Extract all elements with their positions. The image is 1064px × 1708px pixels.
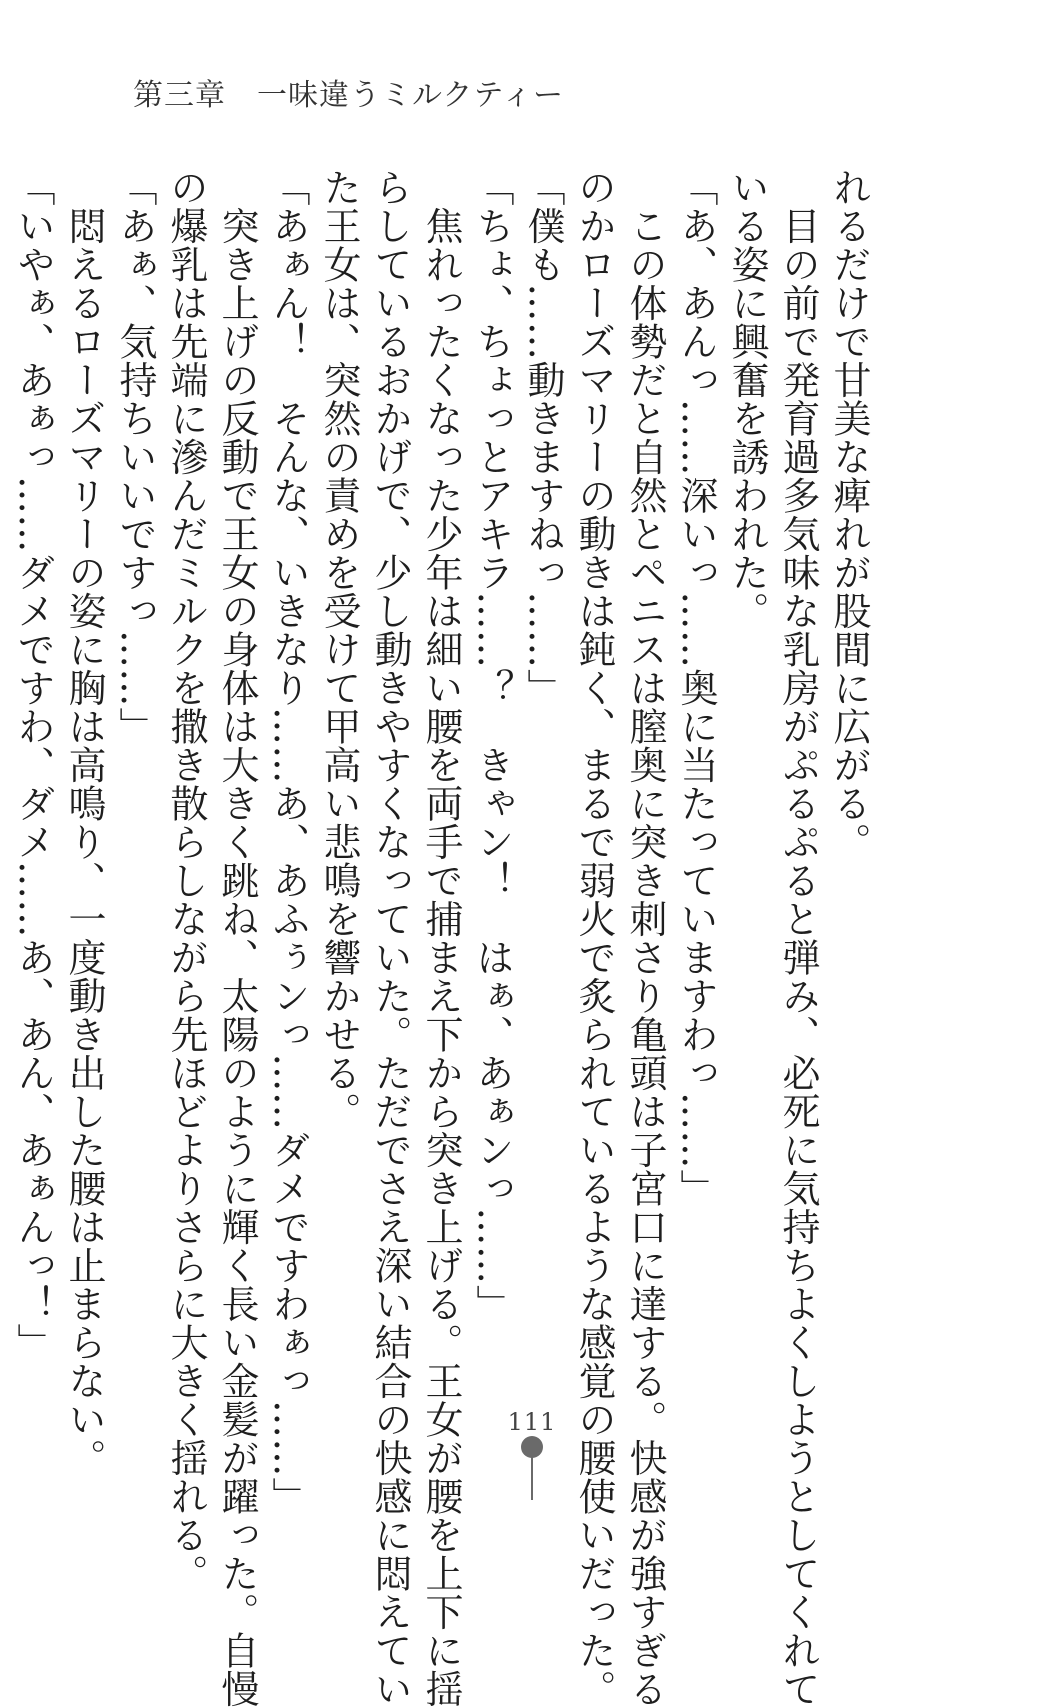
text-line: 「あ、あんっ……深いっ……奥に当たっていますわっ……」 (674, 168, 718, 1208)
text-line: 「ちょ、ちょっとアキラ……？ きゃン！ はぁ、あぁンっ……」 (470, 168, 514, 1323)
text-line: 突き上げの反動で王女の身体は大きく跳ね、太陽のように輝く長い金髪が躍った。自慢 (215, 168, 259, 1708)
text-line: らしているおかげで、少し動きやすくなっていた。ただでさえ深い結合の快感に悶えてい (368, 168, 412, 1708)
text-line: 「あぁん！ そんな、いきなり……あ、あふぅンっ……ダメですわぁっ……」 (266, 168, 310, 1516)
text-line: いる姿に興奮を誘われた。 (725, 168, 769, 630)
text-line: れるだけで甘美な痺れが股間に広がる。 (827, 168, 871, 861)
text-line: 悶えるローズマリーの姿に胸は高鳴り、一度動き出した腰は止まらない。 (62, 168, 106, 1477)
text-line: 目の前で発育過多気味な乳房がぷるぷると弾み、必死に気持ちよくしようとしてくれて (776, 168, 820, 1708)
running-head: 第三章 一味違うミルクティー (133, 78, 564, 113)
text-line: 「いやぁ、あぁっ……ダメですわ、ダメ……あ、あん、あぁんっ！」 (11, 168, 55, 1362)
page-number: 111 (507, 1408, 557, 1436)
text-line: 「僕も……動きますねっ……」 (521, 168, 565, 707)
text-line: この体勢だと自然とペニスは膣奥に突き刺さり亀頭は子宮口に達する。快感が強すぎる (623, 168, 667, 1708)
text-line: 焦れったくなった少年は細い腰を両手で捕まえ下から突き上げる。王女が腰を上下に揺 (419, 168, 463, 1708)
folio-ornament-dot (521, 1436, 543, 1458)
text-line: の爆乳は先端に滲んだミルクを撒き散らしながら先ほどよりさらに大きく揺れる。 (164, 168, 208, 1593)
text-line: 「あぁ、気持ちいいですっ……」 (113, 168, 157, 746)
text-line: た王女は、突然の責めを受けて甲高い悲鳴を響かせる。 (317, 168, 361, 1131)
text-line: のかローズマリーの動きは鈍く、まるで弱火で炙られているような感覚の腰使いだった。 (572, 168, 616, 1708)
